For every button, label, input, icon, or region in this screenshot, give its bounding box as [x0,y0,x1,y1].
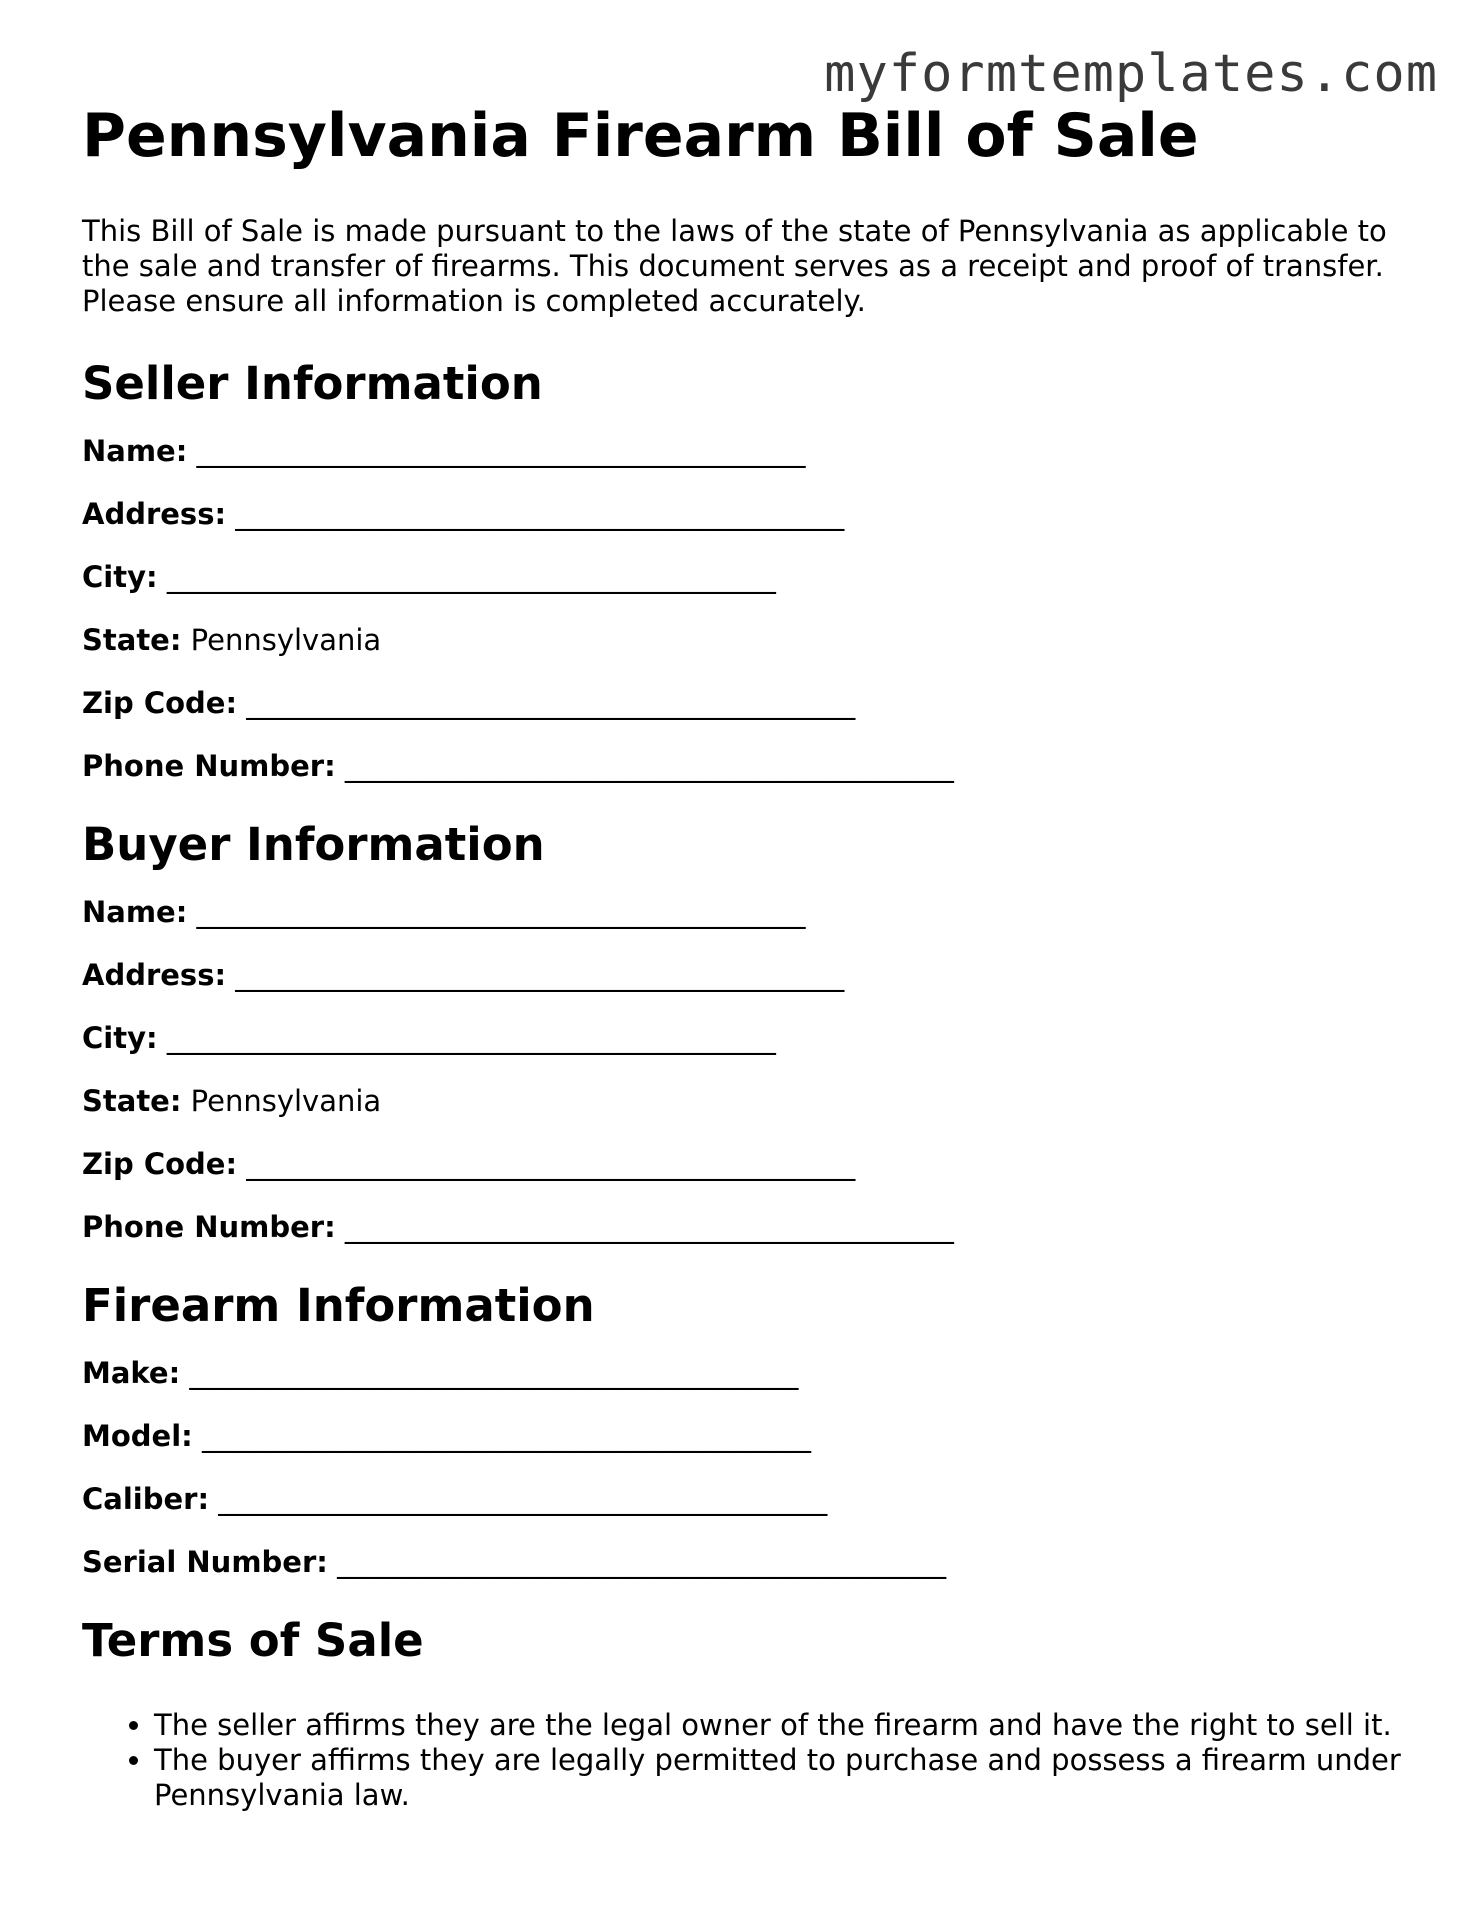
buyer-name-label: Name: [82,895,188,929]
firearm-make-field[interactable] [82,1355,1412,1391]
firearm-caliber-blank[interactable]: __________________________________________ [218,1482,828,1516]
intro-paragraph: This Bill of Sale is made pursuant to the laws of the state of Pennsylvania as applicable to the sale and transfer of firearms. This document serves as a receipt and proof of transfer. Please ensure all information is completed accurately. [82,214,1387,318]
firearm-caliber-label: Caliber: [82,1482,210,1516]
firearm-serial-field[interactable] [82,1544,1412,1580]
seller-phone-label: Phone Number: [82,749,336,783]
seller-name-field[interactable] [82,433,1412,469]
terms-heading: Terms of Sale [82,1614,424,1667]
seller-section [82,357,1412,784]
seller-state-value: Pennsylvania [190,623,382,657]
terms-item: • The seller affirms they are the legal owner of the firearm and have the right to sell it. [154,1708,1412,1743]
buyer-state-field [82,1083,1412,1119]
buyer-name-blank[interactable]: __________________________________________ [196,895,806,929]
firearm-model-label: Model: [82,1419,193,1453]
terms-list [82,1708,1412,1813]
firearm-heading: Firearm Information [82,1279,595,1332]
page-title: Pennsylvania Firearm Bill of Sale [82,101,1199,171]
firearm-model-field[interactable] [82,1418,1412,1454]
firearm-make-blank[interactable]: __________________________________________ [189,1356,799,1390]
terms-section [82,1614,1412,1813]
seller-zip-blank[interactable]: __________________________________________ [246,686,856,720]
watermark: myformtemplates.com [824,44,1438,104]
document-body [82,100,1412,1813]
seller-address-label: Address: [82,497,227,531]
seller-fields [82,433,1412,784]
buyer-zip-field[interactable] [82,1146,1412,1182]
firearm-make-label: Make: [82,1356,181,1390]
firearm-caliber-field[interactable] [82,1481,1412,1517]
buyer-fields [82,894,1412,1245]
seller-address-field[interactable] [82,496,1412,532]
firearm-model-blank[interactable]: __________________________________________ [201,1419,811,1453]
firearm-fields [82,1355,1412,1580]
buyer-address-field[interactable] [82,957,1412,993]
buyer-heading: Buyer Information [82,818,545,871]
buyer-phone-field[interactable] [82,1209,1412,1245]
buyer-name-field[interactable] [82,894,1412,930]
buyer-state-value: Pennsylvania [190,1084,382,1118]
buyer-phone-label: Phone Number: [82,1210,336,1244]
terms-item: • The buyer affirms they are legally permitted to purchase and possess a firearm under Pennsylvania law. [154,1743,1412,1813]
buyer-zip-label: Zip Code: [82,1147,238,1181]
seller-name-label: Name: [82,434,188,468]
firearm-serial-blank[interactable]: __________________________________________ [337,1545,947,1579]
seller-state-field [82,622,1412,658]
buyer-address-blank[interactable]: __________________________________________ [235,958,845,992]
seller-phone-blank[interactable]: __________________________________________ [344,749,954,783]
firearm-serial-label: Serial Number: [82,1545,328,1579]
buyer-city-blank[interactable]: __________________________________________ [166,1021,776,1055]
buyer-address-label: Address: [82,958,227,992]
seller-name-blank[interactable]: __________________________________________ [196,434,806,468]
seller-city-blank[interactable]: __________________________________________ [166,560,776,594]
seller-zip-label: Zip Code: [82,686,238,720]
seller-city-label: City: [82,560,158,594]
seller-address-blank[interactable]: __________________________________________ [235,497,845,531]
buyer-zip-blank[interactable]: __________________________________________ [246,1147,856,1181]
seller-phone-field[interactable] [82,748,1412,784]
seller-state-label: State: [82,623,182,657]
buyer-phone-blank[interactable]: __________________________________________ [344,1210,954,1244]
buyer-city-field[interactable] [82,1020,1412,1056]
buyer-city-label: City: [82,1021,158,1055]
buyer-state-label: State: [82,1084,182,1118]
seller-zip-field[interactable] [82,685,1412,721]
firearm-section [82,1279,1412,1580]
buyer-section [82,818,1412,1245]
seller-city-field[interactable] [82,559,1412,595]
seller-heading: Seller Information [82,357,543,410]
